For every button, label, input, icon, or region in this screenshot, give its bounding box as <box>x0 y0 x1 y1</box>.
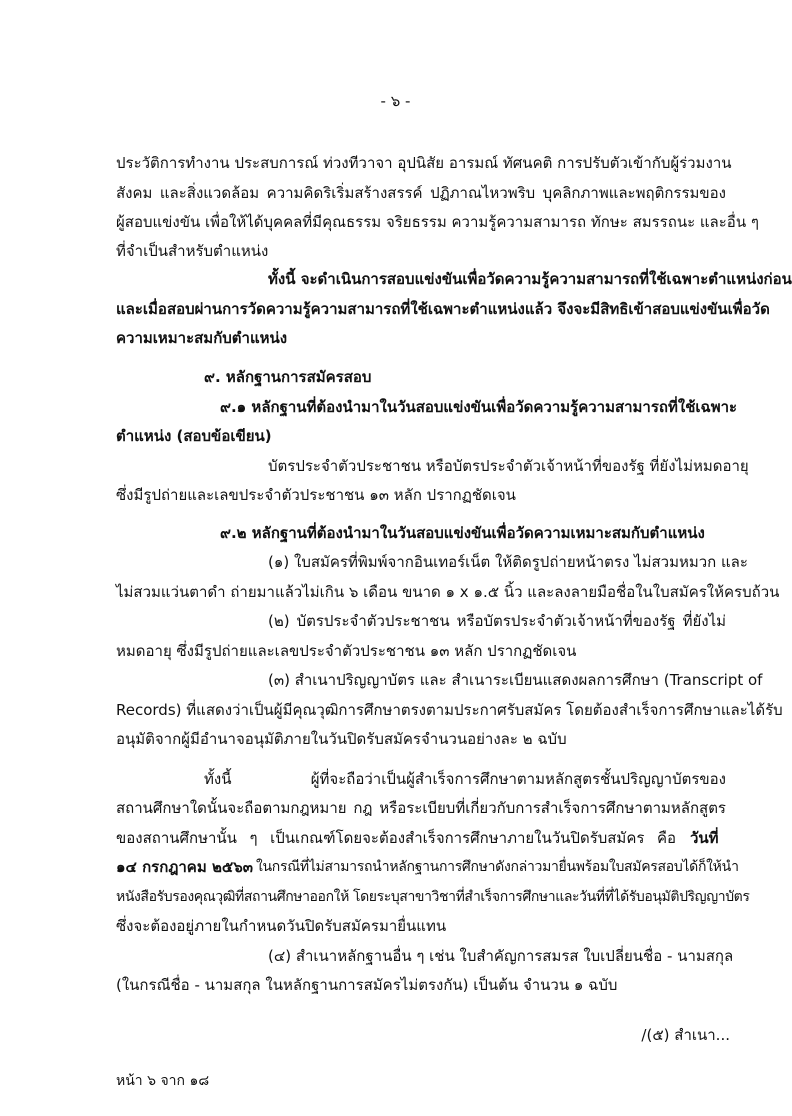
subsection-heading: ๙.๑ หลักฐานที่ต้องนำมาในวันสอบแข่งขันเพื่อวัดความรู้ความสามารถที่ใช้เฉพาะ <box>220 398 738 416</box>
paragraph-line: ในกรณีที่ไม่สามารถนำหลักฐานการศึกษาดังกล่าวมายื่นพร้อมใบสมัครสอบได้ก็ให้นำ <box>256 859 739 875</box>
date-emphasis: วันที่ <box>690 829 719 847</box>
paragraph-line: ซึ่งจะต้องอยู่ภายในกำหนดวันปิดรับสมัครมายื่นแทน <box>116 917 447 935</box>
date-emphasis: ๑๔ กรกฎาคม ๒๕๖๓ <box>116 858 253 876</box>
paragraph-line: สังคม และสิ่งแวดล้อม ความคิดริเริ่มสร้างสรรค์ ปฏิภาณไหวพริบ บุคลิกภาพและพฤติกรรมของ <box>116 184 726 202</box>
continuation-marker: /(๕) สำเนา... <box>641 1026 730 1044</box>
paragraph-line: ซึ่งมีรูปถ่ายและเลขประจำตัวประชาชน ๑๓ หลัก ปรากฏชัดเจน <box>116 486 516 504</box>
paragraph-line: ประวัติการทำงาน ประสบการณ์ ท่วงทีวาจา อุปนิสัย อารมณ์ ทัศนคติ การปรับตัวเข้ากับผู้ร่วมงาน <box>116 154 732 172</box>
list-item-line: Records) ที่แสดงว่าเป็นผู้มีคุณวุฒิการศึกษาตรงตามประกาศรับสมัคร โดยต้องสำเร็จการศึกษาและได้รับ <box>116 701 783 719</box>
list-item-line: (๑) ใบสมัครที่พิมพ์จากอินเทอร์เน็ต ให้ติดรูปถ่ายหน้าตรง ไม่สวมหมวก และ <box>268 553 748 571</box>
paragraph-line: ผู้สอบแข่งขัน เพื่อให้ได้บุคคลที่มีคุณธรรม จริยธรรม ความรู้ความสามารถ ทักษะ สมรรถนะ และอื่น ๆ <box>116 213 759 231</box>
page-number: - ๖ - <box>380 92 411 110</box>
list-item-line: หมดอายุ ซึ่งมีรูปถ่ายและเลขประจำตัวประชาชน ๑๓ หลัก ปรากฏชัดเจน <box>116 642 577 660</box>
bold-paragraph-line: และเมื่อสอบผ่านการวัดความรู้ความสามารถที่ใช้เฉพาะตำแหน่งแล้ว จึงจะมีสิทธิเข้าสอบแข่งขันเพื่อวัด <box>116 300 770 318</box>
section-heading: ๙. หลักฐานการสมัครสอบ <box>204 368 372 386</box>
list-item-line: (๒) บัตรประจำตัวประชาชน หรือบัตรประจำตัวเจ้าหน้าที่ของรัฐ ที่ยังไม่ <box>268 612 726 630</box>
page-footer: หน้า ๖ จาก ๑๘ <box>116 1073 210 1089</box>
list-item-line: ไม่สวมแว่นตาดำ ถ่ายมาแล้วไม่เกิน ๖ เดือน ขนาด ๑ x ๑.๕ นิ้ว และลงลายมือชื่อในใบสมัครให้ครบถ้วน <box>116 583 780 601</box>
paragraph-line: สถานศึกษาใดนั้นจะถือตามกฎหมาย กฎ หรือระเบียบที่เกี่ยวกับการสำเร็จการศึกษาตามหลักสูตร <box>116 799 726 817</box>
paragraph-line: ทั้งนี้ ผู้ที่จะถือว่าเป็นผู้สำเร็จการศึกษาตามหลักสูตรชั้นปริญญาบัตรของ <box>204 770 726 788</box>
paragraph-line: บัตรประจำตัวประชาชน หรือบัตรประจำตัวเจ้าหน้าที่ของรัฐ ที่ยังไม่หมดอายุ <box>268 457 749 475</box>
bold-paragraph-line: ความเหมาะสมกับตำแหน่ง <box>116 329 288 347</box>
paragraph-line: ของสถานศึกษานั้น ๆ เป็นเกณฑ์โดยจะต้องสำเร็จการศึกษาภายในวันปิดรับสมัคร คือ <box>116 829 676 847</box>
list-item-line: (๓) สำเนาปริญญาบัตร และ สำเนาระเบียนแสดงผลการศึกษา (Transcript of <box>268 671 763 689</box>
paragraph-line: ที่จำเป็นสำหรับตำแหน่ง <box>116 242 269 260</box>
paragraph-line: หนังสือรับรองคุณวุฒิที่สถานศึกษาออกให้ โดยระบุสาขาวิชาที่สำเร็จการศึกษาและวันที่ที่ได้รับอนุมัติปริญญาบัตร <box>116 889 750 905</box>
list-item-line: (ในกรณีชื่อ - นามสกุล ในหลักฐานการสมัครไม่ตรงกัน) เป็นต้น จำนวน ๑ ฉบับ <box>116 976 618 994</box>
list-item-line: (๔) สำเนาหลักฐานอื่น ๆ เช่น ใบสำคัญการสมรส ใบเปลี่ยนชื่อ - นามสกุล <box>268 947 734 965</box>
subsection-heading: ตำแหน่ง (สอบข้อเขียน) <box>116 427 272 445</box>
bold-paragraph-line: ทั้งนี้ จะดำเนินการสอบแข่งขันเพื่อวัดความรู้ความสามารถที่ใช้เฉพาะตำแหน่งก่อน <box>268 270 792 288</box>
subsection-heading: ๙.๒ หลักฐานที่ต้องนำมาในวันสอบแข่งขันเพื่อวัดความเหมาะสมกับตำแหน่ง <box>220 524 705 542</box>
list-item-line: อนุมัติจากผู้มีอำนาจอนุมัติภายในวันปิดรับสมัครจำนวนอย่างละ ๒ ฉบับ <box>116 730 567 748</box>
